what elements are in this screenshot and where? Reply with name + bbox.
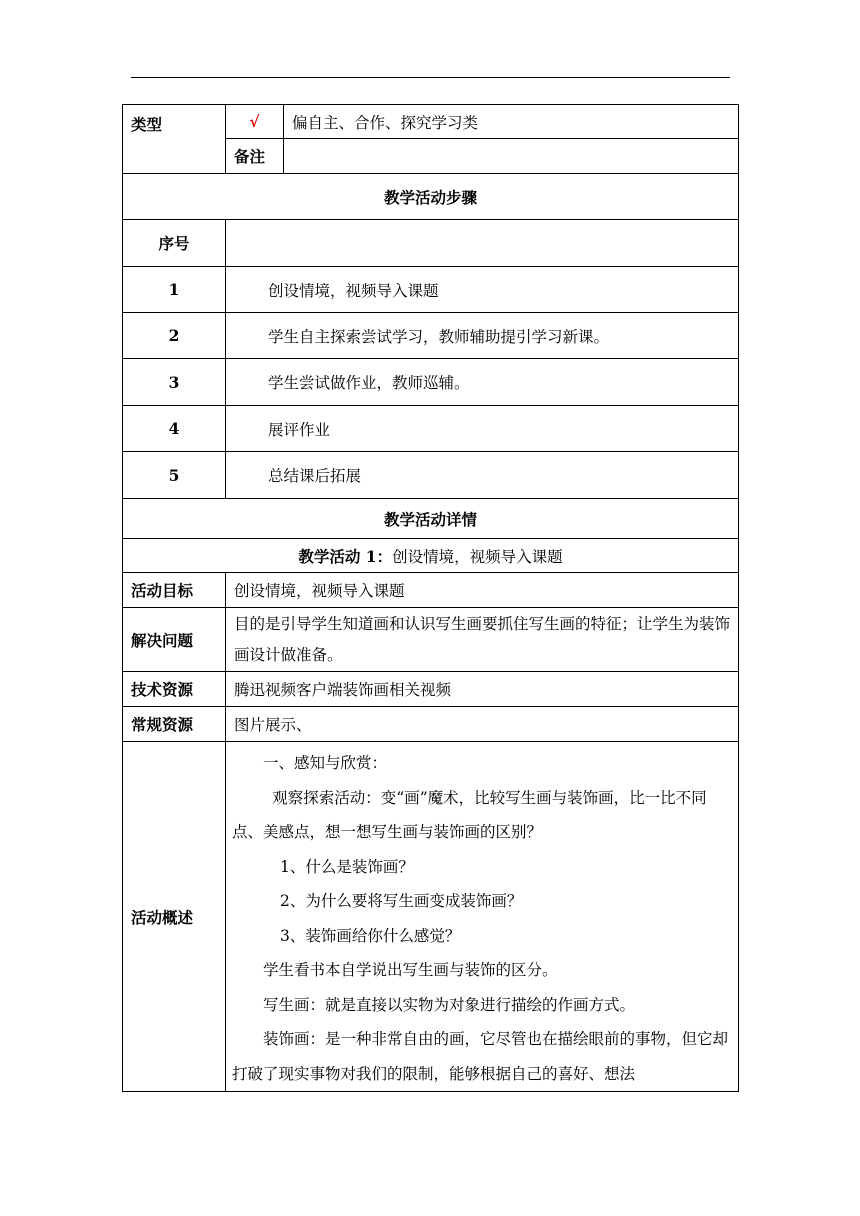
type-row — [123, 105, 739, 139]
overview-paragraph: 观察探索活动：变“画”魔术，比较写生画与装饰画，比一比不同点、美感点，想一想写生画与装饰画的区别？ — [232, 788, 707, 841]
seq-header-blank — [226, 220, 739, 267]
step-row — [123, 359, 739, 406]
overview-paragraph: 3、装饰画给你什么感觉？ — [280, 926, 461, 945]
problem-value: 目的是引导学生知道画和认识写生画要抓住写生画的特征；让学生为装饰画设计做准备。 — [226, 608, 739, 672]
overview-paragraph: 2、为什么要将写生画变成装饰画？ — [280, 892, 523, 910]
step-number: 4 — [123, 406, 226, 452]
overview-paragraph: 学生看书本自学说出写生画与装饰的区分。 — [263, 961, 558, 979]
header-rule — [131, 77, 730, 78]
problem-label: 解决问题 — [123, 608, 226, 672]
overview-row — [123, 742, 739, 1092]
step-number: 3 — [123, 359, 226, 406]
overview-label: 活动概述 — [123, 742, 226, 1092]
type-value: 偏自主、合作、探究学习类 — [284, 105, 739, 139]
note-value — [284, 139, 739, 174]
activity-title-row — [123, 539, 739, 573]
step-number: 1 — [123, 267, 226, 313]
overview-paragraph: 装饰画：是一种非常自由的画，它尽管也在描绘眼前的事物，但它却打破了现实事物对我们的限制，能够根据自己的喜好、想法 — [232, 1030, 729, 1083]
activity-title-text: 创设情境，视频导入课题 — [392, 547, 563, 566]
activity-title — [123, 539, 739, 573]
steps-section-title: 教学活动步骤 — [123, 174, 739, 220]
check-mark: √ — [226, 105, 284, 139]
step-text: 展评作业 — [226, 406, 739, 452]
tech-resource-row — [123, 672, 739, 707]
details-section-title: 教学活动详情 — [123, 499, 739, 539]
goal-row — [123, 573, 739, 608]
step-row — [123, 406, 739, 452]
activity-title-number: 教学活动 1： — [298, 546, 393, 566]
tech-resource-label: 技术资源 — [123, 672, 226, 707]
goal-label: 活动目标 — [123, 573, 226, 608]
overview-paragraph: 写生画：就是直接以实物为对象进行描绘的作画方式。 — [263, 995, 636, 1014]
goal-value: 创设情境，视频导入课题 — [226, 573, 739, 608]
type-label: 类型 — [123, 105, 226, 174]
step-number: 2 — [123, 313, 226, 359]
problem-row — [123, 608, 739, 672]
seq-header-row — [123, 220, 739, 267]
step-text: 学生尝试做作业，教师巡辅。 — [226, 359, 739, 406]
regular-resource-value: 图片展示、 — [226, 707, 739, 742]
lesson-plan-table — [122, 104, 738, 1092]
step-number: 5 — [123, 452, 226, 499]
overview-paragraph: 1、什么是装饰画？ — [280, 857, 414, 876]
step-row — [123, 267, 739, 313]
step-text: 创设情境，视频导入课题 — [226, 267, 739, 313]
step-text: 学生自主探索尝试学习，教师辅助提引学习新课。 — [226, 313, 739, 359]
step-row — [123, 452, 739, 499]
step-text: 总结课后拓展 — [226, 452, 739, 499]
overview-paragraph: 一、感知与欣赏： — [263, 754, 388, 772]
steps-title-row — [123, 174, 739, 220]
regular-resource-label: 常规资源 — [123, 707, 226, 742]
tech-resource-value: 腾迅视频客户端装饰画相关视频 — [226, 672, 739, 707]
seq-header: 序号 — [123, 220, 226, 267]
details-title-row — [123, 499, 739, 539]
regular-resource-row — [123, 707, 739, 742]
overview-content — [226, 742, 739, 1092]
note-label: 备注 — [226, 139, 284, 174]
step-row — [123, 313, 739, 359]
